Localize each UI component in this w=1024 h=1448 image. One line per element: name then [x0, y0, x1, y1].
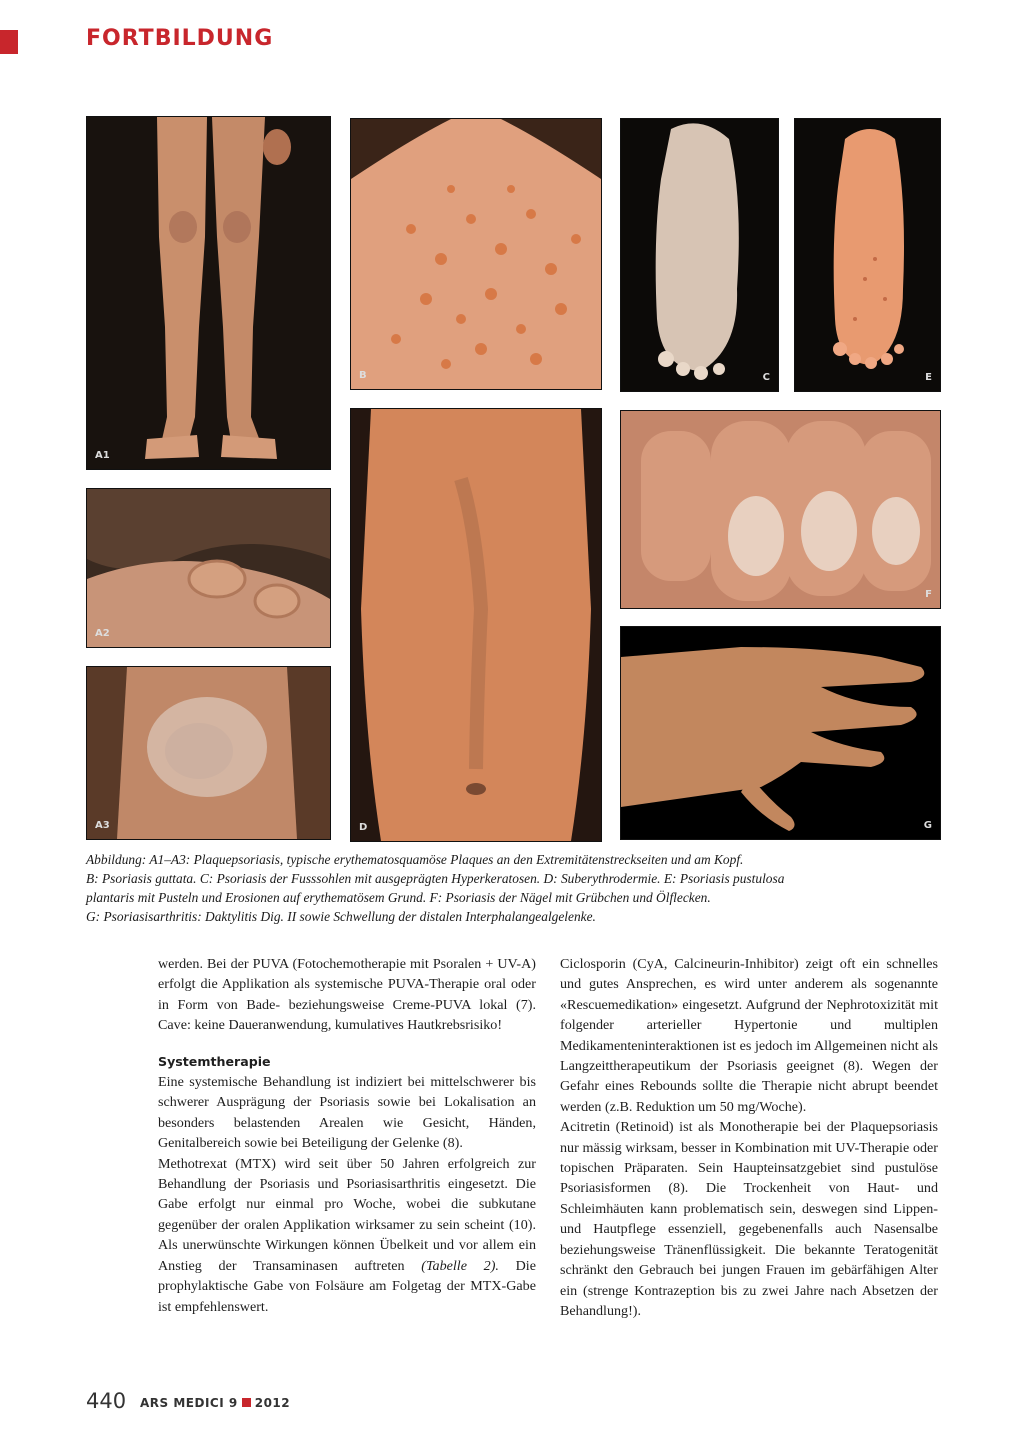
caption-line: G: Psoriasisarthritis: Daktylitis Dig. II sowie Schwellung der distalen Interphalangealgelenke.	[86, 909, 596, 924]
section-title: FORTBILDUNG	[86, 26, 274, 51]
figure-caption	[86, 850, 936, 926]
section-marker	[0, 30, 18, 54]
paragraph: Ciclosporin (CyA, Calcineurin-Inhibitor) zeigt oft ein schnelles und gutes Ansprechen, es wird unter anderem als sogenannte «Rescuemedikation» eingesetzt. Aufgrund der Nephrotoxizität mit folgender arterieller Hypertonie und multiplen Medikamenteninteraktionen ist es jedoch im Allgemeinen nicht als Langzeittherapeutikum der Psoriasis geeignet (8). Wegen der Gefahr eines Rebounds sollte die Therapie nicht abrupt beendet werden (z.B. Reduktion um 50 mg/Woche).	[560, 956, 938, 1115]
page-number: 440	[86, 1389, 127, 1413]
figure-panel-d	[350, 408, 602, 842]
panel-label: G	[923, 820, 932, 831]
figure-panel-c	[620, 118, 779, 392]
figure-panel-a2	[86, 488, 331, 648]
footer-separator	[242, 1398, 251, 1407]
figure-panel-a1	[86, 116, 331, 470]
panel-label: A2	[95, 628, 110, 639]
panel-label: C	[762, 372, 770, 383]
figure-panel-e	[794, 118, 941, 392]
panel-label: A1	[95, 450, 110, 461]
table-reference: (Tabelle 2).	[421, 1257, 499, 1274]
right-column	[560, 954, 938, 1321]
paragraph-text: Methotrexat (MTX) wird seit über 50 Jahren erfolgreich zur Behandlung der Psoriasis und Psoriasisarthritis eingesetzt. Die Gabe erfolgt nur einmal pro Woche, wobei die subkutane gegenüber der oralen Applikation wirksamer zu sein scheint (10). Als unerwünschte Wirkungen können Übelkeit und vor allem ein Anstieg der Transaminasen auftreten	[158, 1155, 536, 1274]
panel-label: D	[359, 822, 368, 833]
left-column	[158, 954, 536, 1317]
subheading-systemtherapie: Systemtherapie	[158, 1053, 271, 1069]
panel-label: B	[359, 370, 367, 381]
paragraph: Acitretin (Retinoid) ist als Monotherapie bei der Plaquepsoriasis nur mässig wirksam, besser in Kombination mit UV-Therapie oder topischen Präparaten. Sein Haupteinsatzgebiet sind pustulöse Psoriasisformen (8). Die Trockenheit von Haut- und Schleimhäuten kann problematisch sein, deswegen sind Lippen- und Hautpflege essenziell, gegebenenfalls auch Nasensalbe beziehungsweise Tränenflüssigkeit. Die bekannte Teratogenität schränkt den Gebrauch bei jungen Frauen im gebärfähigen Alter ein (strenge Kontrazeption bis zu zwei Jahre nach Absetzen der Behandlung!).	[560, 1119, 938, 1319]
figure-panel-g	[620, 626, 941, 840]
publication-year: 2012	[254, 1396, 291, 1410]
caption-line: Abbildung: A1–A3: Plaquepsoriasis, typische erythematosquamöse Plaques an den Extremitätenstreckseiten und am Kopf.	[86, 852, 744, 867]
figure-panel-b	[350, 118, 602, 390]
paragraph: Eine systemische Behandlung ist indiziert bei mittelschwerer bis schwerer Ausprägung der Psoriasis sowie bei Lokalisation an besonders belastenden Arealen wie Gesicht, Händen, Genitalbereich sowie bei Beteiligung der Gelenke (8).	[158, 1074, 536, 1152]
paragraph-text: Die prophylaktische Gabe von Folsäure am Folgetag der MTX-Gabe ist empfehlenswert.	[158, 1257, 536, 1315]
caption-line: plantaris mit Pusteln und Erosionen auf erythematösem Grund. F: Psoriasis der Nägel mit Grübchen und Ölflecken.	[86, 890, 711, 905]
footer-publication	[140, 1396, 290, 1410]
panel-label: A3	[95, 820, 110, 831]
figure-panel-a3	[86, 666, 331, 840]
paragraph: werden. Bei der PUVA (Fotochemotherapie mit Psoralen + UV-A) erfolgt die Applikation als systemische PUVA-Therapie oral oder in Form von Bade- beziehungsweise Creme-PUVA lokal (7). Cave: keine Daueranwendung, kumulatives Hautkrebsrisiko!	[158, 956, 536, 1034]
paragraph	[158, 1154, 536, 1317]
caption-line: B: Psoriasis guttata. C: Psoriasis der Fusssohlen mit ausgeprägten Hyperkeratosen. D: Suberythrodermie. E: Psoriasis pustulosa	[86, 871, 785, 886]
figure-panel-f	[620, 410, 941, 609]
magazine-name: ARS MEDICI 9	[140, 1396, 238, 1410]
panel-label: F	[925, 589, 932, 600]
panel-label: E	[925, 372, 932, 383]
